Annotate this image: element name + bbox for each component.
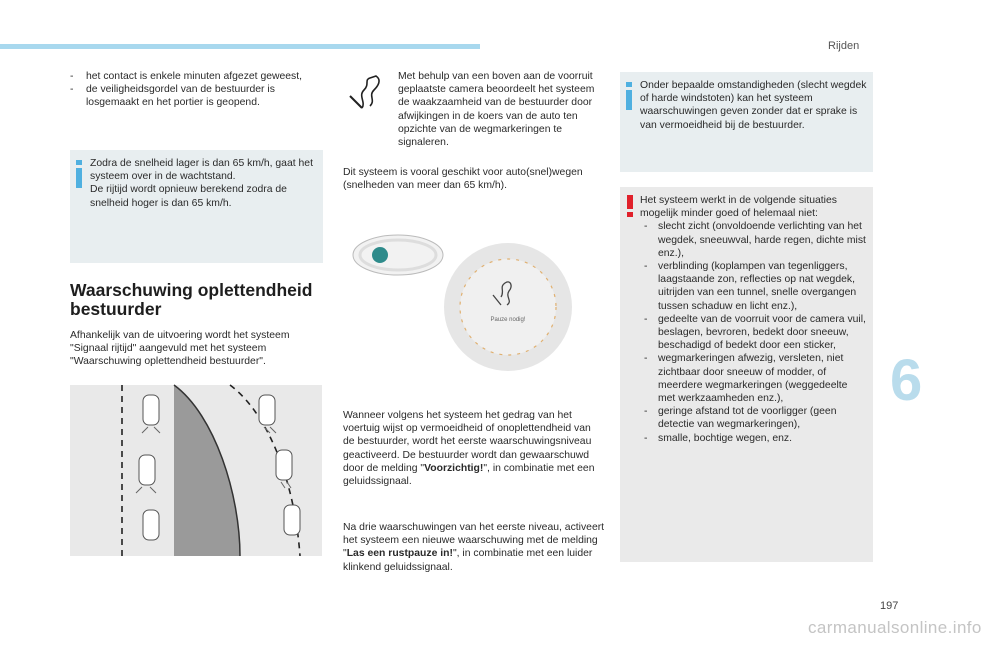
instrument-panel-illustration (343, 225, 605, 365)
second-warning-paragraph: Na drie waarschuwingen van het eerste niveau, activeert het systeem een nieuwe waarschuwing met de melding "Las een rustpauze in!", in combinatie met een luider klinkend geluidssignaal. (343, 522, 605, 573)
list-item: - verblinding (koplampen van tegenliggers, laagstaande zon, reflecties op nat wegdek, uitrijden van een tunnel, snelle overgangen tussen schaduw en licht enz.), (640, 260, 867, 313)
intro-paragraph: Afhankelijk van de uitvoering wordt het systeem "Signaal rijtijd" aangevuld met het systeem "Waarschuwing oplettendheid bestuurder". (70, 330, 290, 368)
warning-intro: Het systeem werkt in de volgende situaties mogelijk minder goed of helemaal niet: (640, 195, 837, 220)
list-item: - wegmarkeringen afwezig, versleten, niet zichtbaar door sneeuw of modder, of meerdere wegmarkeringen (weggedeelte met werkzaamheden enz.), (640, 352, 867, 405)
info-box-standby (70, 150, 323, 263)
list-item: - geringe afstand tot de voorligger (geen detectie van wegmarkeringen), (640, 405, 867, 431)
lane-drift-illustration (70, 385, 322, 556)
chapter-tab: 6 (890, 348, 923, 413)
lane-camera-icon (348, 74, 384, 118)
list-item: - het contact is enkele minuten afgezet geweest, (70, 70, 325, 83)
warning-icon (627, 195, 633, 217)
info-text: Onder bepaalde omstandigheden (slecht wegdek of harde windstoten) kan het systeem waarschuwingen geven zonder dat er sprake is van vermoeidheid bij de bestuurder. (640, 80, 867, 131)
camera-paragraph: Met behulp van een boven aan de voorruit geplaatste camera beoordeelt het systeem de waakzaamheid van de bestuurder door afwijkingen in de koers van de auto ten opzichte van de wegmarkeringen te signaleren. (398, 71, 595, 149)
limitations-list (640, 220, 867, 444)
info-text: Zodra de snelheid lager is dan 65 km/h, gaat het systeem over in de wachtstand. (90, 158, 313, 183)
first-warning-paragraph: Wanneer volgens het systeem het gedrag van het voertuig wijst op vermoeidheid of onoplettendheid van de bestuurder, wordt het eerste waarschuwingsniveau geactiveerd. De bestuurder wordt dan gewaarschuwd door de melding "Voorzichtig!", in combinatie met een geluidssignaal. (343, 410, 595, 488)
info-text: De rijtijd wordt opnieuw berekend zodra de snelheid hoger is dan 65 km/h. (90, 184, 287, 209)
section-title: Rijden (828, 40, 860, 52)
info-icon (626, 82, 632, 110)
page-number: 197 (880, 600, 899, 612)
info-icon (76, 160, 82, 188)
info-box-false-alerts (620, 72, 873, 172)
header-accent-bar (0, 44, 480, 49)
speed-paragraph: Dit systeem is vooral geschikt voor auto(snel)wegen (snelheden van meer dan 65 km/h). (343, 167, 583, 192)
list-item: - smalle, bochtige wegen, enz. (640, 432, 867, 445)
watermark: carmanualsonline.info (808, 618, 982, 637)
list-item: - gedeelte van de voorruit voor de camera vuil, beslagen, bevroren, bedekt door sneeuw, beschadigd of bedekt door een sticker, (640, 313, 867, 353)
list-item: - de veiligheidsgordel van de bestuurder is losgemaakt en het portier is geopend. (70, 83, 325, 109)
section-heading: Waarschuwing oplettendheid bestuurder (70, 280, 313, 319)
warning-box-limitations (620, 187, 873, 562)
condition-list (70, 70, 325, 110)
list-item: - slecht zicht (onvoldoende verlichting van het wegdek, sneeuwval, harde regen, dichte mist enz.), (640, 220, 867, 260)
dash-message: Pauze nodig! (490, 317, 526, 323)
